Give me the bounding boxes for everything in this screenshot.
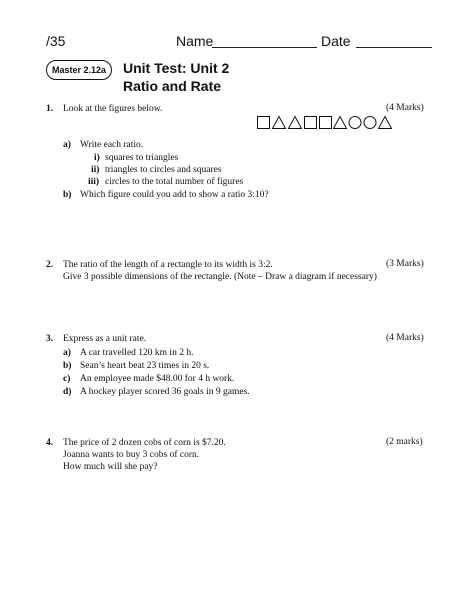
question-1-number: 1. xyxy=(46,104,54,114)
question-4-line-3: How much will she pay? xyxy=(63,462,158,472)
q1-a-ii-text: triangles to circles and squares xyxy=(105,165,222,175)
figure-triangle-icon xyxy=(334,117,347,129)
figures-row-b xyxy=(333,115,393,131)
question-3-marks: (4 Marks) xyxy=(386,333,424,343)
score-total: /35 xyxy=(46,33,66,49)
page-subtitle: Ratio and Rate xyxy=(123,78,222,94)
question-2-marks: (3 Marks) xyxy=(386,259,424,269)
question-4-marks: (2 marks) xyxy=(386,437,423,447)
question-3-text: Express as a unit rate. xyxy=(63,334,147,344)
figure-triangle-icon xyxy=(273,117,286,129)
figure-triangle-icon xyxy=(379,117,392,129)
q1-a-i-text: squares to triangles xyxy=(105,153,179,163)
figure-square-icon xyxy=(320,117,332,129)
q1-part-b-text: Which figure could you add to show a ratio 3:10? xyxy=(80,190,269,200)
name-field[interactable] xyxy=(212,47,317,48)
question-1-text: Look at the figures below. xyxy=(63,104,163,114)
question-4-line-2: Joanna wants to buy 3 cobs of corn. xyxy=(63,450,200,460)
question-3-number: 3. xyxy=(46,334,54,344)
q1-part-a-label: a) xyxy=(63,140,71,150)
q1-a-i-label: i) xyxy=(94,153,100,163)
q3-part-d-label: d) xyxy=(63,387,72,397)
figure-square-icon xyxy=(305,117,317,129)
q3-part-a-label: a) xyxy=(63,348,71,358)
q1-a-ii-label: ii) xyxy=(91,165,100,175)
question-2-line-2: Give 3 possible dimensions of the rectangle. (Note – Draw a diagram if necessary) xyxy=(63,272,377,282)
q3-part-d-text: A hockey player scored 36 goals in 9 games. xyxy=(80,387,250,397)
q3-part-b-text: Sean’s heart beat 23 times in 20 s. xyxy=(80,361,210,371)
figure-circle-icon xyxy=(364,117,376,129)
figure-square-icon xyxy=(258,117,270,129)
figures-row-a xyxy=(257,115,333,131)
q1-a-iii-text: circles to the total number of figures xyxy=(105,177,244,187)
page-title: Unit Test: Unit 2 xyxy=(123,60,230,76)
question-2-number: 2. xyxy=(46,260,54,270)
q3-part-b-label: b) xyxy=(63,361,72,371)
q1-a-iii-label: iii) xyxy=(88,177,100,187)
question-1-marks: (4 Marks) xyxy=(386,103,424,113)
q3-part-a-text: A car travelled 120 km in 2 h. xyxy=(80,348,194,358)
figure-circle-icon xyxy=(349,117,361,129)
question-4-number: 4. xyxy=(46,438,54,448)
master-badge: Master 2.12a xyxy=(46,60,112,80)
question-2-line-1: The ratio of the length of a rectangle to its width is 3:2. xyxy=(63,260,273,270)
name-label: Name xyxy=(176,33,214,49)
question-4-line-1: The price of 2 dozen cobs of corn is $7.20. xyxy=(63,438,226,448)
q1-part-a-text: Write each ratio. xyxy=(80,140,144,150)
date-label: Date xyxy=(321,33,351,49)
figure-triangle-icon xyxy=(289,117,302,129)
date-field[interactable] xyxy=(356,47,432,48)
q3-part-c-text: An employee made $48.00 for 4 h work. xyxy=(80,374,235,384)
q3-part-c-label: c) xyxy=(63,374,71,384)
q1-part-b-label: b) xyxy=(63,190,72,200)
